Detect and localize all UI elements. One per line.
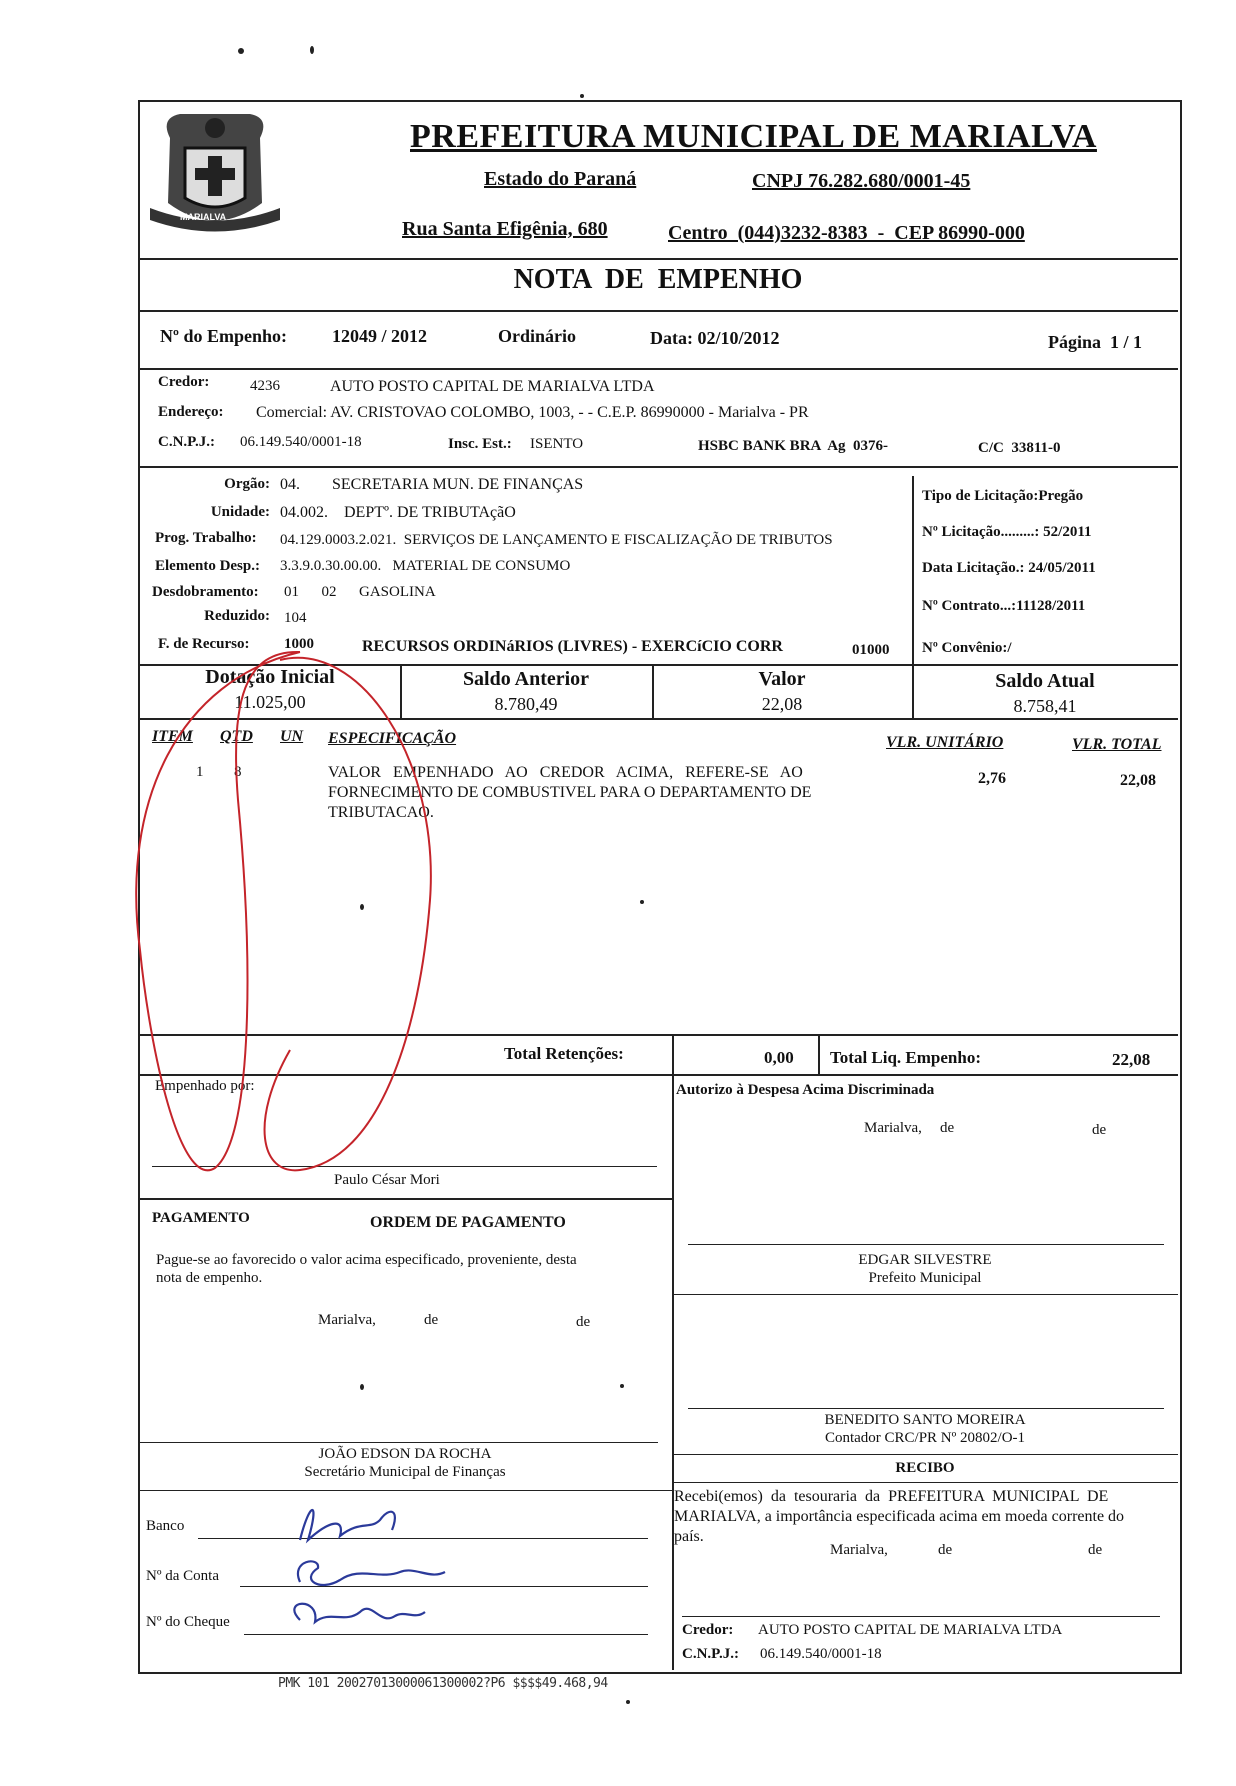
credor-insc: ISENTO [530, 436, 584, 452]
credor-code: 4236 [250, 378, 280, 394]
pagamento-de2: de [576, 1314, 591, 1330]
contador-name: BENEDITO SANTO MOREIRA [824, 1412, 1026, 1428]
header-title: PREFEITURA MUNICIPAL DE MARIALVA [410, 118, 1097, 155]
liq-value: 22,08 [1112, 1050, 1151, 1069]
recibo-text-line1: Recebi(emos) da tesouraria da PREFEITURA MUNICIPAL DE [674, 1488, 1109, 1505]
recibo-label: RECIBO [895, 1460, 955, 1476]
elemento-label: Elemento Desp.: [155, 558, 260, 574]
scan-speck [360, 1384, 364, 1390]
fonte-label: F. de Recurso: [158, 636, 250, 652]
desdobramento-label: Desdobramento: [152, 584, 259, 600]
scan-speck [626, 1700, 630, 1704]
desdobramento-value: 01 02 GASOLINA [284, 584, 436, 600]
col-un: UN [280, 728, 304, 745]
empenho-tipo: Ordinário [498, 326, 577, 346]
pagamento-text-line1: Pague-se ao favorecido o valor acima especificado, proveniente, desta [156, 1252, 577, 1268]
prog-label: Prog. Trabalho: [155, 530, 257, 546]
recibo-text-line2: MARIALVA, a importância especificada acima em moeda corrente do [674, 1508, 1125, 1525]
fonte-desc: RECURSOS ORDINáRIOS (LIVRES) - EXERCíCIO CORR [362, 638, 783, 655]
dotacao-label: Dotação Inicial [205, 666, 335, 688]
item-number: 1 [196, 764, 204, 780]
col-vlr-total: VLR. TOTAL [1072, 736, 1162, 753]
recibo-credor-label: Credor: [682, 1622, 734, 1638]
saldo-atual-value: 8.758,41 [1013, 696, 1077, 716]
scan-speck [620, 1384, 624, 1388]
reduzido-label: Reduzido: [204, 608, 270, 624]
recibo-text-line3: país. [674, 1528, 704, 1545]
document-title: NOTA DE EMPENHO [513, 264, 803, 295]
header-cnpj: CNPJ 76.282.680/0001-45 [752, 170, 971, 192]
recibo-cnpj: 06.149.540/0001-18 [760, 1646, 882, 1662]
fonte-num: 01000 [852, 642, 890, 658]
autorizo-de2: de [1092, 1122, 1107, 1138]
cnpj-label: C.N.P.J.: [158, 434, 215, 450]
valor-value: 22,08 [761, 694, 803, 714]
header-address: Rua Santa Efigênia, 680 [402, 218, 608, 240]
autorizo-place: Marialva, [864, 1120, 922, 1136]
recibo-de1: de [938, 1542, 953, 1558]
unidade-label: Unidade: [210, 504, 270, 520]
credor-cnpj: 06.149.540/0001-18 [240, 434, 362, 450]
conta-label: Nº da Conta [146, 1568, 219, 1584]
scan-speck [360, 904, 364, 910]
header-estado: Estado do Paraná [484, 168, 637, 190]
banco-label: Banco [146, 1518, 185, 1534]
empenhado-label: Empenhado por: [155, 1078, 255, 1094]
autorizo-label: Autorizo à Despesa Acima Discriminada [676, 1082, 935, 1098]
insc-label: Insc. Est.: [448, 436, 512, 452]
col-qtd: QTD [220, 728, 253, 745]
licitacao-contrato: Nº Contrato...:11128/2011 [922, 598, 1086, 614]
ordem-pagamento-label: ORDEM DE PAGAMENTO [370, 1214, 566, 1231]
prefeito-name: EDGAR SILVESTRE [858, 1252, 992, 1268]
col-vlr-unit: VLR. UNITÁRIO [886, 734, 1004, 751]
scan-speck [238, 48, 244, 54]
scan-speck [640, 900, 644, 904]
empenho-data: Data: 02/10/2012 [650, 328, 780, 348]
dotacao-value: 11.025,00 [234, 692, 306, 712]
empenho-pagina: Página 1 / 1 [1048, 332, 1143, 352]
pagamento-de1: de [424, 1312, 439, 1328]
item-espec-line2: FORNECIMENTO DE COMBUSTIVEL PARA O DEPARTAMENTO DE [328, 784, 812, 801]
licitacao-tipo: Tipo de Licitação:Pregão [922, 488, 1084, 504]
credor-name: AUTO POSTO CAPITAL DE MARIALVA LTDA [330, 378, 655, 395]
secretario-name: JOÃO EDSON DA ROCHA [318, 1446, 492, 1462]
item-espec-line3: TRIBUTACAO. [328, 804, 434, 821]
recibo-credor: AUTO POSTO CAPITAL DE MARIALVA LTDA [758, 1622, 1063, 1638]
pagamento-place: Marialva, [318, 1312, 376, 1328]
elemento-value: 3.3.9.0.30.00.00. MATERIAL DE CONSUMO [280, 558, 571, 574]
signature-cheque [294, 1604, 425, 1622]
retencoes-label: Total Retenções: [504, 1044, 624, 1063]
recibo-place: Marialva, [830, 1542, 888, 1558]
signature-banco [300, 1510, 395, 1540]
autorizo-de1: de [940, 1120, 955, 1136]
reduzido-value: 104 [284, 610, 307, 626]
col-espec: ESPECIFICAÇÃO [328, 730, 457, 747]
empenho-label: Nº do Empenho: [160, 326, 287, 346]
empenhado-name: Paulo César Mori [334, 1172, 440, 1188]
prog-value: 04.129.0003.2.021. SERVIÇOS DE LANÇAMENTO E FISCALIZAÇÃO DE TRIBUTOS [280, 532, 833, 548]
empenho-number: 12049 / 2012 [332, 326, 428, 346]
header-contact: Centro (044)3232-8383 - CEP 86990-000 [668, 222, 1025, 244]
saldo-anterior-label: Saldo Anterior [462, 668, 590, 690]
pagamento-text-line2: nota de empenho. [156, 1270, 263, 1286]
credor-endereco: Comercial: AV. CRISTOVAO COLOMBO, 1003, - - C.E.P. 86990000 - Marialva - PR [256, 404, 809, 421]
signature-conta [298, 1561, 445, 1585]
cheque-label: Nº do Cheque [146, 1614, 230, 1630]
credor-banco: HSBC BANK BRA Ag 0376- [698, 438, 889, 454]
scan-speck [310, 46, 314, 54]
valor-label: Valor [758, 668, 806, 690]
orgao-value: 04. SECRETARIA MUN. DE FINANÇAS [280, 476, 584, 493]
recibo-cnpj-label: C.N.P.J.: [682, 1646, 739, 1662]
licitacao-data: Data Licitação.: 24/05/2011 [922, 560, 1096, 576]
liq-label: Total Liq. Empenho: [830, 1048, 981, 1067]
item-vlr-total: 22,08 [1120, 772, 1156, 789]
recibo-de2: de [1088, 1542, 1103, 1558]
saldo-anterior-value: 8.780,49 [494, 694, 558, 714]
licitacao-convenio: Nº Convênio:/ [922, 640, 1012, 656]
pagamento-label: PAGAMENTO [152, 1210, 250, 1226]
footer-code: PMK 101 20027013000061300002?P6 $$$$49.468,94 [278, 1676, 608, 1691]
item-espec-line1: VALOR EMPENHADO AO CREDOR ACIMA, REFERE-SE AO [328, 764, 803, 781]
endereco-label: Endereço: [158, 404, 224, 420]
item-vlr-unit: 2,76 [978, 770, 1006, 787]
credor-label: Credor: [158, 374, 210, 390]
scan-speck [580, 94, 584, 98]
orgao-label: Orgão: [224, 476, 270, 492]
contador-role: Contador CRC/PR Nº 20802/O-1 [824, 1430, 1026, 1446]
credor-cc: C/C 33811-0 [978, 440, 1061, 456]
fonte-code: 1000 [284, 636, 314, 652]
secretario-role: Secretário Municipal de Finanças [304, 1464, 506, 1480]
retencoes-value: 0,00 [764, 1048, 794, 1067]
seal-banner-text: MARIALVA [180, 212, 227, 222]
unidade-value: 04.002. DEPTº. DE TRIBUTAçãO [280, 504, 516, 521]
saldo-atual-label: Saldo Atual [995, 670, 1095, 692]
item-qtd: 8 [234, 764, 242, 780]
licitacao-numero: Nº Licitação.........: 52/2011 [922, 524, 1092, 540]
col-item: ITEM [152, 728, 193, 745]
prefeito-role: Prefeito Municipal [868, 1270, 982, 1286]
